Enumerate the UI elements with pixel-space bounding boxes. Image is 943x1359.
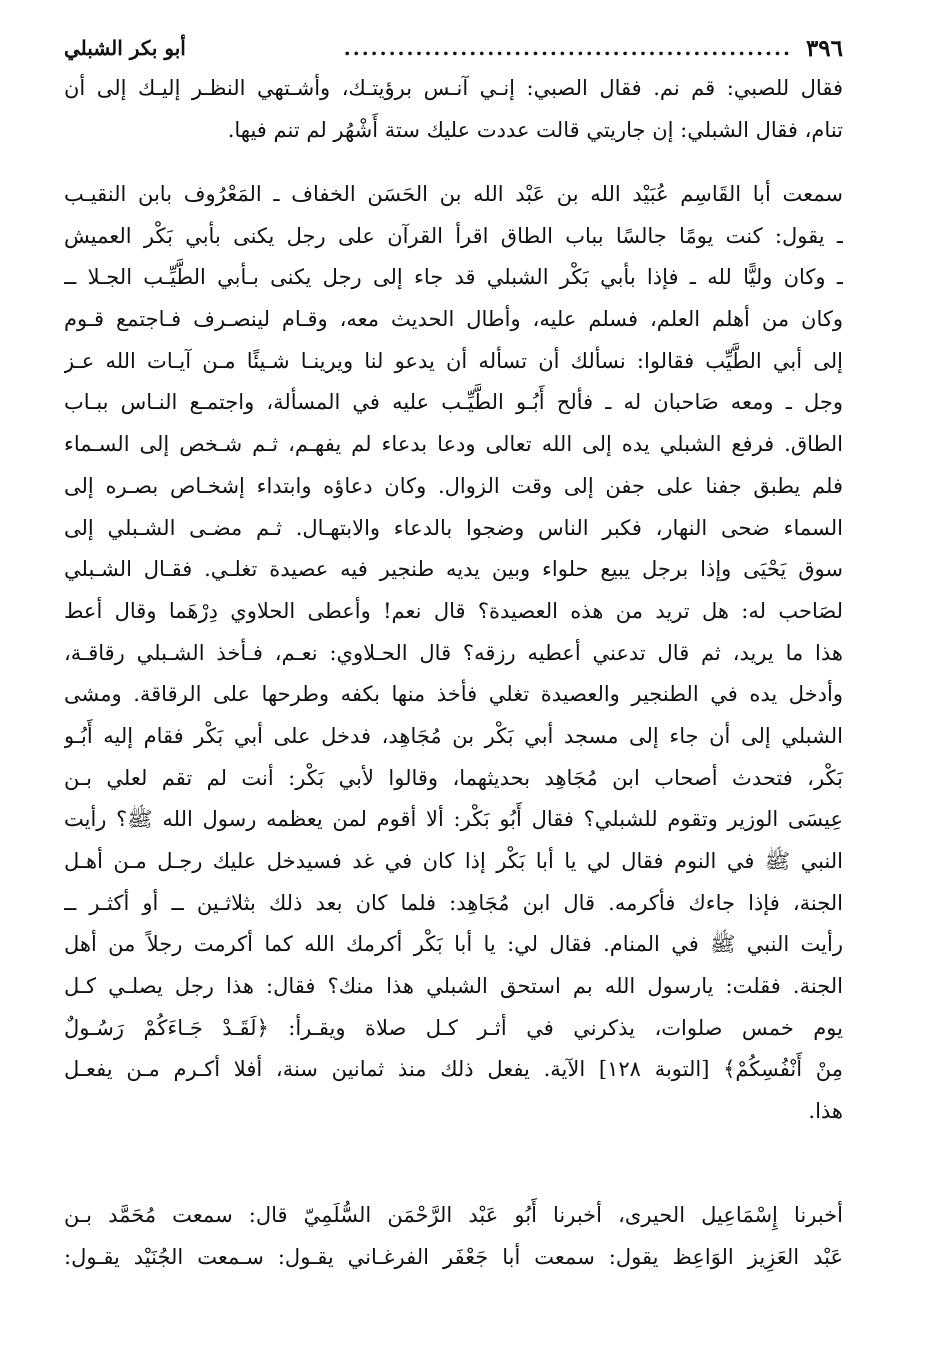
text-line: فلم يطبق جفنا على جفن إلى وقت الزوال. وكان دعاؤه وابتداء إشخـاص بصـره إلى: [64, 473, 843, 498]
paragraph-3: [64, 1195, 843, 1278]
text-line: سوق يَحْيَى وإذا برجل يبيع حلواء وبين يديه طنجير فيه عصيدة تغلـي. فقـال الشـبلي: [64, 557, 843, 582]
text-line: إلى أبي الطَّيِّب فقالوا: نسألك أن تسأله أن يدعو لنا ويرينـا شـيئًا مـن آيـات الله عـز: [64, 348, 843, 373]
text-line: يوم خمس صلوات، يذكرني في أثـر كـل صلاة ويقـرأ: ﴿لَقَـدْ جَـاءَكُمْ رَسُـولٌ: [64, 1015, 843, 1040]
header-dot-leader: ..................................................: [343, 36, 792, 60]
text-line: السماء ضحى النهار، فكبر الناس وضجوا بالدعاء والابتهـال. ثـم مضـى الشـبلي إلى: [64, 515, 843, 540]
paragraph-1: [64, 68, 843, 151]
page-number: ٣٩٦: [805, 34, 843, 62]
text-line: رأيت النبي ﷺ في المنام. فقال لي: يا أبا بَكْر أكرمك الله كما أكرمت رجلاً من أهل: [64, 932, 843, 957]
text-line: أخبرنا إِسْمَاعِيل الحيرى، أخبرنا أَبُو عَبْد الرَّحْمَن السُّلَمِيّ قال: سمعت مُحَمَّد بـن: [64, 1203, 843, 1227]
text-line: عِيسَى الوزير وتقوم للشبلي؟ فقال أَبُو بَكْر: ألا أقوم لمن يعظمه رسول الله ﷺ؟ رأيت: [64, 807, 843, 832]
text-line: وأدخل يده في الطنجير والعصيدة تغلي فأخذ منها بكفه وطرحها على الرقاقة. ومشى: [64, 682, 843, 707]
text-line: النبي ﷺ في النوم فقال لي يا أبا بَكْر إذا كان في غد فسيدخل عليك رجـل مـن أهـل: [64, 849, 843, 873]
text-line: الطاق. فرفع الشبلي يده إلى الله تعالى ودعا بدعاء لم يفهـم، ثـم شـخص إلى السـماء: [64, 432, 843, 457]
page-header: [64, 30, 843, 66]
text-line: هذا ما يريد، ثم قال تدعني أعطيه رزقه؟ قال الحـلاوي: نعـم، فـأخذ الشـبلي رقاقـة،: [64, 640, 843, 665]
paragraph-2: [64, 174, 843, 1133]
text-line: ـ يقول: كنت يومًا جالسًا بباب الطاق اقرأ القرآن على رجل يكنى بأبي بَكْر العميش: [64, 223, 843, 248]
text-line: الجنة، فإذا جاءك فأكرمه. قال ابن مُجَاهِد: فلما كان بعد ذلك بثلاثـين ــ أو أكثـر ــ: [64, 890, 843, 915]
text-line: ـ وكان وليًّا لله ـ فإذا بأبي بَكْر الشبلي قد جاء إلى رجل يكنى بـأبي الطَّيِّـب الجـلا ــ: [64, 265, 843, 290]
text-line: وكان من أهلم العلم، فسلم عليه، وأطال الحديث معه، وقـام لينصـرف فـاجتمع قـوم: [64, 307, 843, 332]
text-line: الشبلي إلى أن جاء إلى مسجد أبي بَكْر بن مُجَاهِد، فدخل على أبي بَكْر فقام إليه أَبُـو: [64, 723, 843, 748]
text-line: فقال للصبي: قم نم. فقال الصبي: إنـي آنـس برؤيتـك، وأشـتهي النظـر إليـك إلى أن: [64, 76, 843, 100]
text-line: الجنة. فقلت: يارسول الله بم استحق الشبلي هذا منك؟ فقال: هذا رجل يصلـي كـل: [64, 974, 843, 999]
text-line: هذا.: [808, 1099, 843, 1124]
text-line: سمعت أبا القَاسِم عُبَيْد الله بن عَبْد الله بن الحَسَن الخفاف ـ المَعْرُوف بابن النقيـب: [64, 182, 843, 206]
text-line: بَكْر، فتحدث أصحاب ابن مُجَاهِد بحديثهما، وقالوا لأبي بَكْر: أنت لم تقم لعلي بـن: [64, 765, 843, 790]
running-title: أبو بكر الشبلي: [64, 36, 186, 60]
text-line: تنام، فقال الشبلي: إن جاريتي قالت عددت عليك ستة أَشْهُر لم تنم فيها.: [227, 117, 843, 142]
text-line: مِنْ أَنْفُسِكُمْ﴾ [التوبة ١٢٨] الآية. يفعل ذلك منذ ثمانين سنة، أفلا أكـرم مـن يفعـل: [64, 1057, 843, 1082]
text-line: وجل ـ ومعه صَاحبان له ـ فألح أَبُـو الطَّيِّـب عليه في المسألة، واجتمـع النـاس ببـاب: [64, 390, 843, 415]
text-line: لصَاحب له: هل تريد من هذه العصيدة؟ قال نعم! وأعطى الحلاوي دِرْهَما وقال أعط: [64, 598, 843, 623]
text-line: عَبْد العَزِيز الوَاعِظ يقول: سمعت أبا جَعْفَر الفرغـاني يقـول: سـمعت الجُنَيْد يقـول:: [64, 1244, 843, 1269]
